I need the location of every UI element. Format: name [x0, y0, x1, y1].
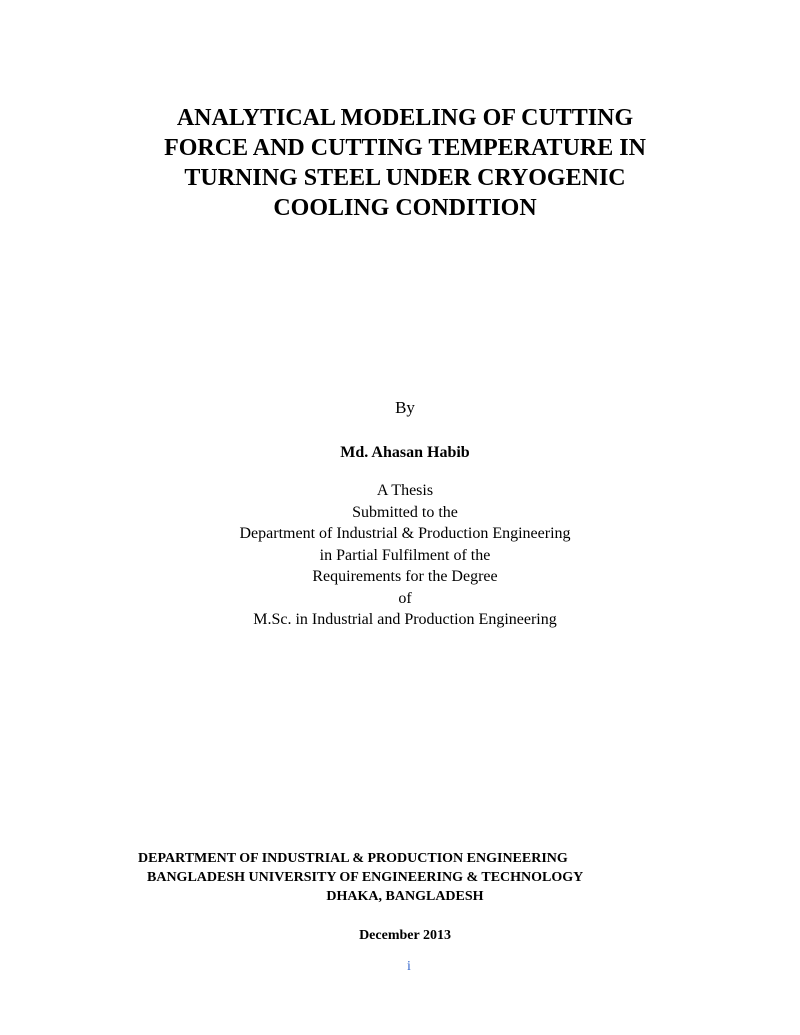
- thesis-statement-line: Requirements for the Degree: [312, 568, 498, 585]
- by-label: By: [395, 398, 415, 417]
- author-name: Md. Ahasan Habib: [340, 444, 470, 461]
- thesis-title-line: FORCE AND CUTTING TEMPERATURE IN: [164, 135, 646, 161]
- thesis-title-line: TURNING STEEL UNDER CRYOGENIC: [184, 165, 626, 191]
- university-name: BANGLADESH UNIVERSITY OF ENGINEERING & TECHNOLOGY: [147, 870, 584, 885]
- thesis-title: [100, 103, 710, 223]
- submission-date: December 2013: [359, 928, 451, 943]
- thesis-statement-line: M.Sc. in Industrial and Production Engineering: [253, 611, 557, 628]
- thesis-statement-line: in Partial Fulfilment of the: [319, 546, 491, 564]
- thesis-statement-line: of: [398, 589, 412, 607]
- department-name: DEPARTMENT OF INDUSTRIAL & PRODUCTION ENGINEERING: [138, 851, 568, 866]
- location: DHAKA, BANGLADESH: [326, 889, 484, 904]
- thesis-statement-line: Submitted to the: [352, 503, 458, 521]
- thesis-statement-line: A Thesis: [376, 482, 434, 499]
- page-number: i: [407, 959, 411, 974]
- thesis-title-line: ANALYTICAL MODELING OF CUTTING: [176, 105, 634, 131]
- thesis-statement-line: Department of Industrial & Production Engineering: [239, 525, 571, 542]
- thesis-statement: [0, 480, 800, 631]
- thesis-title-line: COOLING CONDITION: [273, 195, 537, 221]
